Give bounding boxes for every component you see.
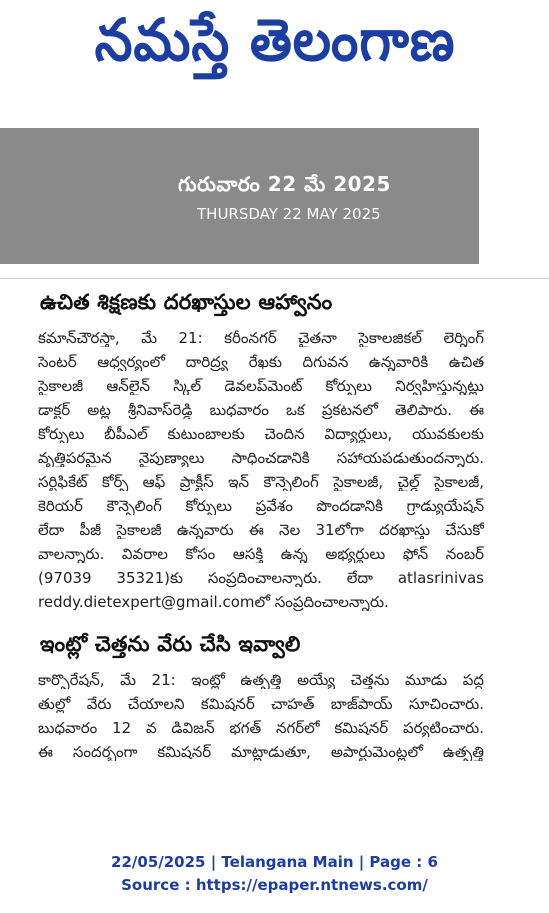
article-1-line: కమాన్‌చౌరస్తా, మే 21: కరీంనగర్ చైతనా సైకాలజికల్ లెర్నింగ్ [38,330,484,347]
article-1-line: reddy.dietexpert@gmail.comలో సంప్రదించాలన్నారు. [38,594,389,611]
date-telugu: గురువారం 22 మే 2025 [178,172,391,196]
article-1-line: వాలన్నారు. వివరాల కోసం ఆసక్తి ఉన్న అభ్యర్థులు ఫోన్ నంబర్ [38,546,484,563]
article-headline-1: ఉచిత శిక్షణకు దరఖాస్తుల ఆహ్వానం [40,290,333,314]
footer-date-page: 22/05/2025 | Telangana Main | Page : 6 [111,853,438,871]
article-1-line: సెంటర్ ఆధ్వర్యంలో దారిద్ర్య రేఖకు దిగువన ఉన్నవారికి ఉచిత [38,354,484,371]
article-1-line: కెరియర్ కౌన్సెలింగ్ కోర్సులు ప్రవేశం పొందడానికి గ్రాడ్యుయేషన్ [38,498,484,515]
footer-source: Source : https://epaper.ntnews.com/ [121,876,428,894]
article-1-line: కోర్సులు బీపీఎల్ కుటుంబాలకు చెందిన విద్యార్థులు, యువకులకు [38,426,484,443]
article-1-line: డాక్టర్ అట్ల శ్రీనివాస్‌రెడ్డి బుధవారం ఒక ప్రకటనలో తెలిపారు. ఈ [38,402,484,419]
masthead [0,0,549,80]
section-divider [0,278,549,279]
article-2-line: ఈ సందర్భంగా కమిషనర్ మాట్లాడుతూ, అపార్టుమెంట్లలో ఉత్పత్తి [38,744,484,761]
date-english: THURSDAY 22 MAY 2025 [197,205,381,223]
article-1-line: సైకాలజీ ఆన్‌లైన్ స్కిల్ డెవలప్‌మెంట్ కోర్సులు నిర్వహిస్తున్నట్లు [38,378,484,395]
article-headline-2: ఇంట్లో చెత్తను వేరు చేసి ఇవ్వాలి [40,632,301,656]
article-2-line: తుల్లో వేరు చేయాలని కమిషనర్ చాహత్ బాజ్‌పాయ్ సూచించారు. [38,696,484,713]
article-2-line: బుధవారం 12 వ డివిజన్ భగత్ నగర్‌లో కమిషనర్ పర్యటించారు. [38,720,484,737]
article-2-line: కార్పొరేషన్, మే 21: ఇంట్లో ఉత్పత్తి అయ్యే చెత్తను మూడు పద్ధ [38,672,484,689]
date-banner [0,128,479,264]
article-1-line: లేదా పీజీ సైకాలజీ ఉన్నవారు ఈ నెల 31లోగా దరఖాస్తు చేసుకో [38,522,484,539]
article-1-line: (97039 35321)కు సంప్రదించాలన్నారు. లేదా atlasrinivas [38,570,484,587]
article-clipping [0,264,549,834]
clipping-cut-edge [0,824,549,834]
article-1-line: సర్టిఫికేట్ కోర్స్ ఆఫ్ ప్రాక్టీస్ ఇన్ కౌన్సెలింగ్ సైకాలజీ, చైల్డ్ సైకాలజీ, [38,474,484,491]
article-1-line: వృత్తిపరమైన నైపుణ్యాలు సాధించడానికి సహాయపడుతుందన్నారు. [38,450,484,467]
newspaper-logo: నమస్తే తెలంగాణ [94,6,456,74]
